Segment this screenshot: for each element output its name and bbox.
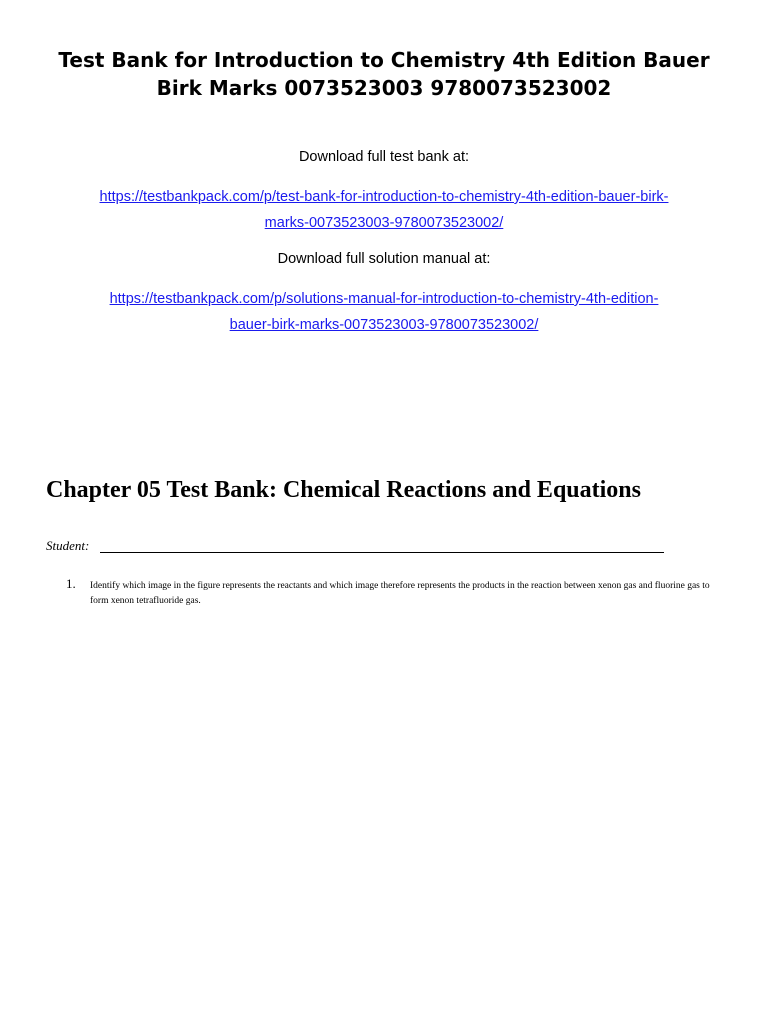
- student-name-line[interactable]: [100, 552, 664, 553]
- document-title: Test Bank for Introduction to Chemistry 4th Edition Bauer Birk Marks 0073523003 9780073523002: [58, 48, 710, 100]
- student-field: [46, 536, 666, 556]
- solution-link-line1[interactable]: https://testbankpack.com/p/solutions-manual-for-introduction-to-chemistry-4th-edition-: [109, 291, 659, 307]
- test-bank-link-line2[interactable]: marks-0073523003-9780073523002/: [264, 215, 504, 231]
- test-bank-link-line1[interactable]: https://testbankpack.com/p/test-bank-for-introduction-to-chemistry-4th-edition-bauer-birk-: [99, 189, 669, 205]
- chapter-title: Chapter 05 Test Bank: Chemical Reactions and Equations: [46, 477, 641, 503]
- test-bank-link[interactable]: [30, 184, 738, 236]
- solution-download-label: Download full solution manual at:: [277, 251, 491, 267]
- test-bank-download-label: Download full test bank at:: [298, 149, 470, 165]
- question-text: Identify which image in the figure represents the reactants and which image therefore represents the products in the reaction between xenon gas and fluorine gas to form xenon tetrafluoride gas.: [90, 581, 710, 606]
- question-number: 1.: [66, 576, 76, 591]
- solution-link-line2[interactable]: bauer-birk-marks-0073523003-9780073523002/: [229, 317, 539, 333]
- solution-manual-link[interactable]: [30, 286, 738, 338]
- student-label: Student:: [46, 538, 90, 553]
